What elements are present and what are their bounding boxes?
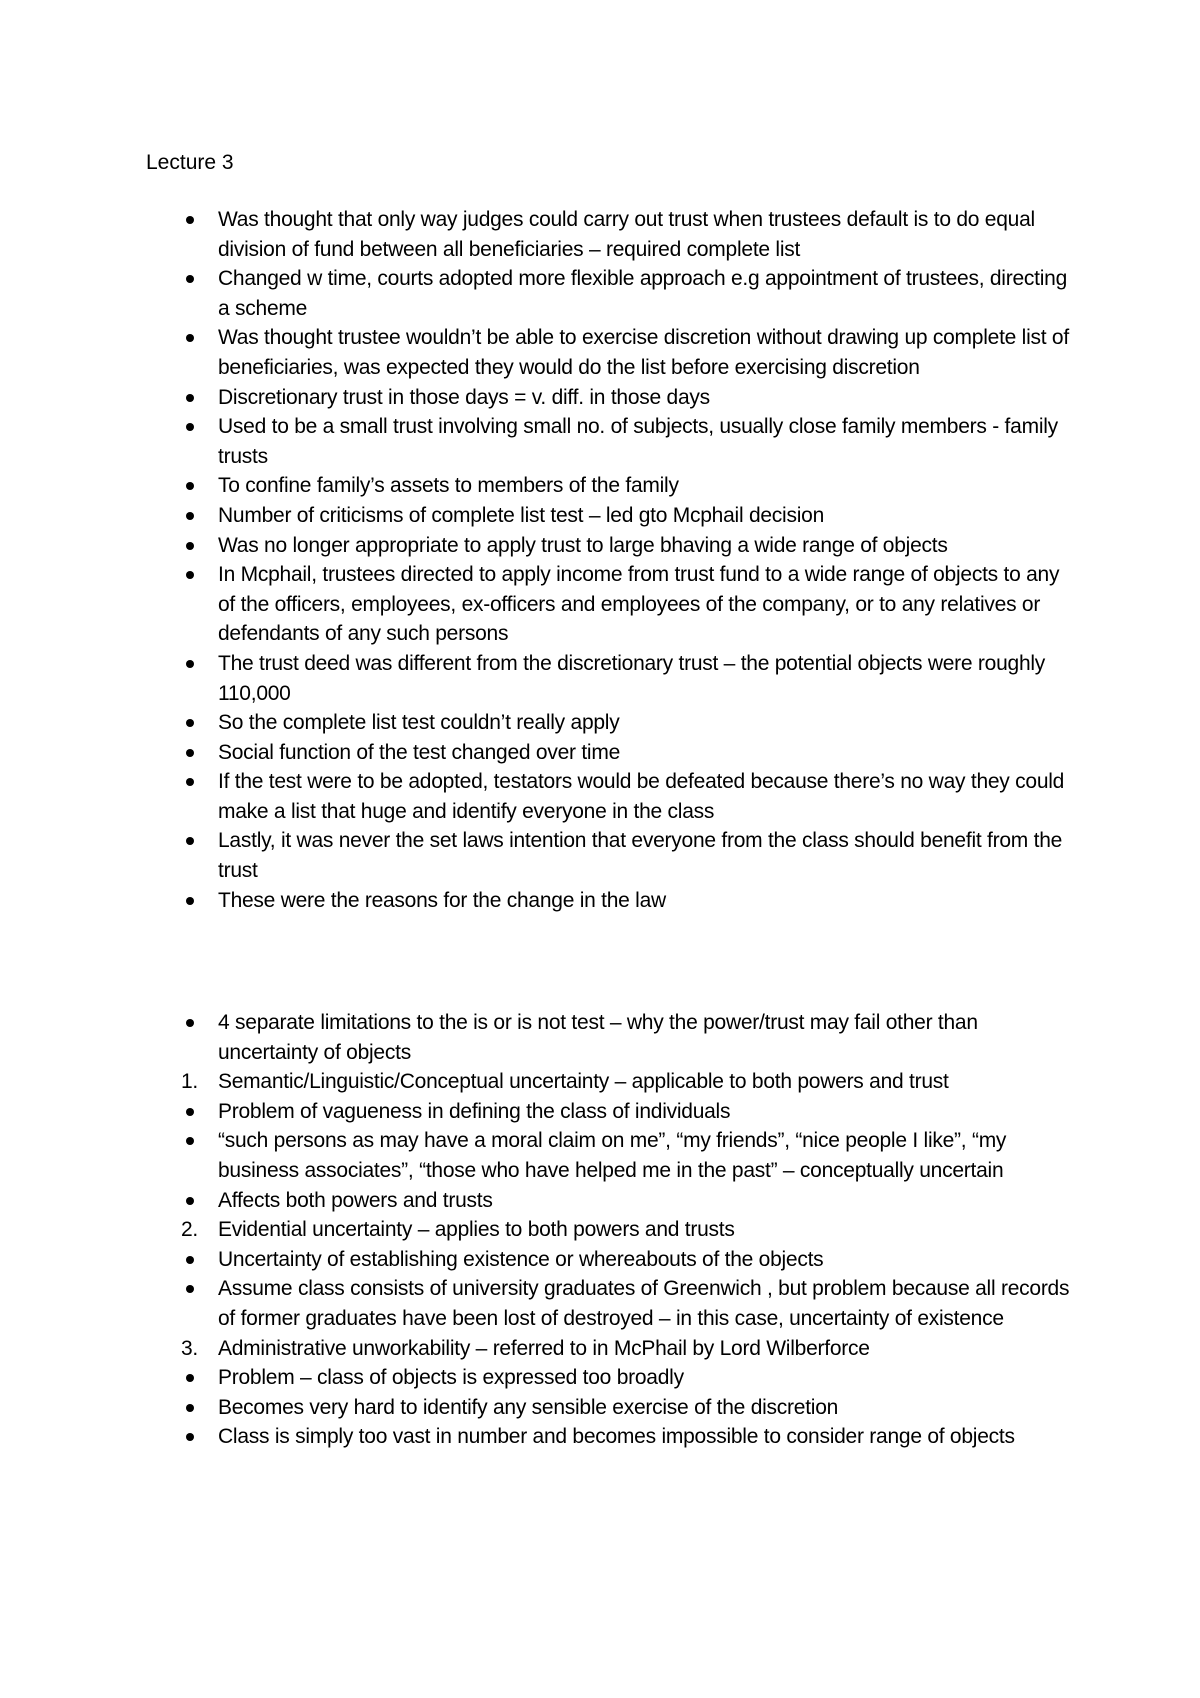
- bullet-item: [0, 560, 1073, 649]
- bullet-icon: [184, 205, 206, 235]
- item-number: 1.: [181, 1070, 199, 1094]
- bullet-item: [0, 1393, 1073, 1423]
- item-text: The trust deed was different from the discretionary trust – the potential objects were roughly 110,000: [218, 651, 1046, 705]
- bullet-icon: [184, 1422, 206, 1452]
- bullet-item: [0, 886, 1073, 916]
- bullet-item: [0, 708, 1073, 738]
- bullet-item: [0, 1363, 1073, 1393]
- bullet-icon: [184, 323, 206, 353]
- bullet-item: [0, 264, 1073, 323]
- item-text: Was no longer appropriate to apply trust to large bhaving a wide range of objects: [218, 533, 948, 557]
- item-text: If the test were to be adopted, testators would be defeated because there’s no way they could make a list that huge and identify everyone in the class: [218, 770, 1065, 823]
- item-text: Lastly, it was never the set laws intention that everyone from the class should benefit from the trust: [218, 829, 1063, 883]
- bullet-item: [0, 649, 1073, 708]
- item-text: Changed w time, courts adopted more flexible approach e.g appointment of trustees, directing a scheme: [218, 267, 1068, 320]
- bullet-item: [0, 412, 1073, 471]
- item-number: 3.: [181, 1336, 199, 1360]
- item-text: These were the reasons for the change in the law: [218, 888, 666, 912]
- bullet-item: [0, 1245, 1073, 1275]
- bullet-icon: [184, 1363, 206, 1393]
- bullet-icon: [184, 649, 206, 679]
- item-text: Was thought that only way judges could carry out trust when trustees default is to do equal division of fund between all beneficiaries – required complete list: [218, 208, 1035, 261]
- item-text: Evidential uncertainty – applies to both powers and trusts: [218, 1218, 735, 1242]
- numbered-item: [0, 1334, 1073, 1364]
- bullet-icon: [184, 264, 206, 294]
- bullet-icon: [184, 767, 206, 797]
- bullet-icon: [184, 1393, 206, 1423]
- bullet-icon: [184, 501, 206, 531]
- bullet-item: [0, 826, 1073, 885]
- item-text: Class is simply too vast in number and becomes impossible to consider range of objects: [218, 1425, 1015, 1449]
- bullet-icon: [184, 1126, 206, 1156]
- notes-list-section-1: [0, 205, 1200, 915]
- item-text: 4 separate limitations to the is or is not test – why the power/trust may fail other than uncertainty of objects: [218, 1011, 978, 1064]
- bullet-item: [0, 1008, 1073, 1067]
- bullet-item: [0, 471, 1073, 501]
- bullet-icon: [184, 886, 206, 916]
- notes-list-section-2: [0, 1008, 1200, 1452]
- bullet-icon: [184, 708, 206, 738]
- item-text: Affects both powers and trusts: [218, 1188, 493, 1212]
- bullet-item: [0, 383, 1073, 413]
- item-text: Becomes very hard to identify any sensible exercise of the discretion: [218, 1395, 839, 1419]
- bullet-item: [0, 767, 1073, 826]
- numbered-item: [0, 1215, 1073, 1245]
- bullet-icon: [184, 1245, 206, 1275]
- bullet-item: [0, 501, 1073, 531]
- item-text: Discretionary trust in those days = v. diff. in those days: [218, 385, 710, 409]
- bullet-icon: [184, 383, 206, 413]
- bullet-icon: [184, 412, 206, 442]
- item-text: Used to be a small trust involving small no. of subjects, usually close family members - family trusts: [218, 415, 1058, 468]
- item-text: Assume class consists of university graduates of Greenwich , but problem because all records of former graduates have been lost of destroyed – in this case, uncertainty of existence: [218, 1277, 1070, 1330]
- item-text: In Mcphail, trustees directed to apply income from trust fund to a wide range of objects to any of the officers, employees, ex-officers and employees of the company, or to any relatives or defendants of any such persons: [218, 563, 1060, 646]
- bullet-icon: [184, 1097, 206, 1127]
- bullet-item: [0, 323, 1073, 382]
- bullet-item: [0, 1126, 1073, 1185]
- item-text: So the complete list test couldn’t really apply: [218, 711, 620, 735]
- item-text: “such persons as may have a moral claim on me”, “my friends”, “nice people I like”, “my business associates”, “those who have helped me in the past” – conceptually uncertain: [218, 1129, 1007, 1182]
- numbered-item: [0, 1067, 1073, 1097]
- item-text: Semantic/Linguistic/Conceptual uncertainty – applicable to both powers and trust: [218, 1070, 949, 1094]
- bullet-item: [0, 531, 1073, 561]
- bullet-icon: [184, 560, 206, 590]
- bullet-icon: [184, 826, 206, 856]
- item-number: 2.: [181, 1218, 199, 1242]
- bullet-item: [0, 1186, 1073, 1216]
- item-text: To confine family’s assets to members of the family: [218, 474, 679, 498]
- bullet-icon: [184, 531, 206, 561]
- bullet-icon: [184, 1186, 206, 1216]
- item-text: Administrative unworkability – referred to in McPhail by Lord Wilberforce: [218, 1336, 870, 1360]
- page-title: Lecture 3: [146, 151, 234, 174]
- item-text: Social function of the test changed over time: [218, 740, 620, 764]
- item-text: Uncertainty of establishing existence or whereabouts of the objects: [218, 1247, 824, 1271]
- item-text: Problem of vagueness in defining the class of individuals: [218, 1099, 731, 1123]
- bullet-item: [0, 1422, 1073, 1452]
- bullet-icon: [184, 738, 206, 768]
- bullet-item: [0, 1097, 1073, 1127]
- item-text: Was thought trustee wouldn’t be able to exercise discretion without drawing up complete list of beneficiaries, was expected they would do the list before exercising discretion: [218, 326, 1069, 379]
- bullet-icon: [184, 1008, 206, 1038]
- bullet-icon: [184, 1274, 206, 1304]
- bullet-item: [0, 205, 1073, 264]
- bullet-item: [0, 738, 1073, 768]
- item-text: Problem – class of objects is expressed too broadly: [218, 1366, 684, 1390]
- bullet-icon: [184, 471, 206, 501]
- bullet-item: [0, 1274, 1073, 1333]
- item-text: Number of criticisms of complete list test – led gto Mcphail decision: [218, 503, 824, 527]
